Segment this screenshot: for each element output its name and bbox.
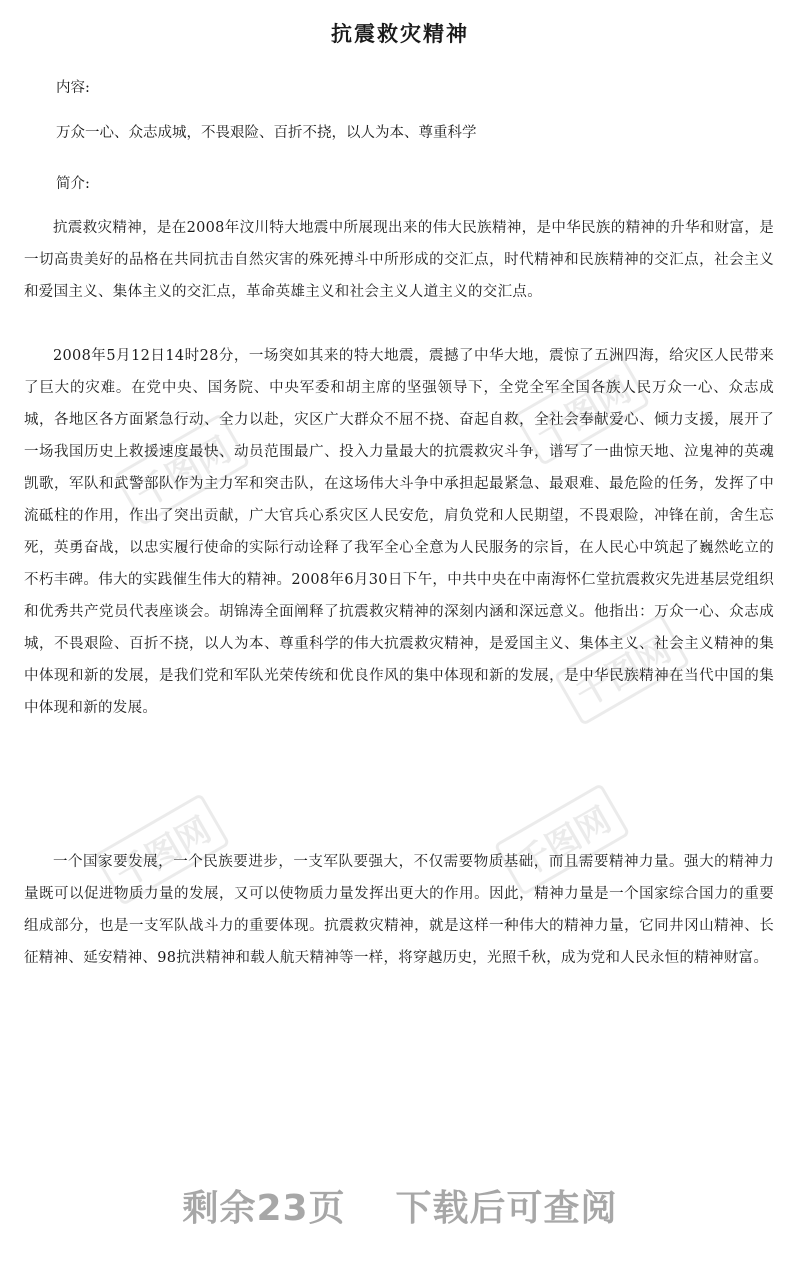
content-text: 万众一心、众志成城，不畏艰险、百折不挠，以人为本、尊重科学 (56, 125, 477, 141)
intro-label: 简介: (56, 176, 90, 192)
download-prompt[interactable] (0, 1180, 800, 1231)
paragraph-1: 抗震救灾精神，是在2008年汶川特大地震中所展现出来的伟大民族精神，是中华民族的精神的升华和财富，是一切高贵美好的品格在共同抗击自然灾害的殊死搏斗中所形成的交汇点，时代精神和民族精神的交汇点，社会主义和爱国主义、集体主义的交汇点，革命英雄主义和社会主义人道主义的交汇点。 (24, 220, 774, 300)
download-to-view-text: 下载后可查阅 (395, 1188, 618, 1229)
remaining-pages-text: 剩余23页 (182, 1188, 346, 1229)
paragraph-2: 2008年5月12日14时28分，一场突如其来的特大地震，震撼了中华大地，震惊了五洲四海，给灾区人民带来了巨大的灾难。在党中央、国务院、中央军委和胡主席的坚强领导下，全党全军全国各族人民万众一心、众志成城，各地区各方面紧急行动、全力以赴，灾区广大群众不屈不挠、奋起自救，全社会奉献爱心、倾力支援，展开了一场我国历史上救援速度最快、动员范围最广、投入力量最大的抗震救灾斗争，谱写了一曲惊天地、泣鬼神的英魂凯歌，军队和武警部队作为主力军和突击队，在这场伟大斗争中承担起最紧急、最艰难、最危险的任务，发挥了中流砥柱的作用，作出了突出贡献，广大官兵心系灾区人民安危，肩负党和人民期望，不畏艰险，冲锋在前，舍生忘死，英勇奋战，以忠实履行使命的实际行动诠释了我军全心全意为人民服务的宗旨，在人民心中筑起了巍然屹立的不朽丰碑。伟大的实践催生伟大的精神。2008年6月30日下午，中共中央在中南海怀仁堂抗震救灾先进基层党组织和优秀共产党员代表座谈会。胡锦涛全面阐释了抗震救灾精神的深刻内涵和深远意义。他指出：万众一心、众志成城，不畏艰险、百折不挠，以人为本、尊重科学的伟大抗震救灾精神，是爱国主义、集体主义、社会主义精神的集中体现和新的发展，是我们党和军队光荣传统和优良作风的集中体现和新的发展，是中华民族精神在当代中国的集中体现和新的发展。 (24, 348, 774, 716)
paragraph-3: 一个国家要发展，一个民族要进步，一支军队要强大，不仅需要物质基础，而且需要精神力量。强大的精神力量既可以促进物质力量的发展，又可以使物质力量发挥出更大的作用。因此，精神力量是一个国家综合国力的重要组成部分，也是一支军队战斗力的重要体现。抗震救灾精神，就是这样一种伟大的精神力量，它同井冈山精神、长征精神、延安精神、98抗洪精神和载人航天精神等一样，将穿越历史，光照千秋，成为党和人民永恒的精神财富。 (24, 854, 774, 966)
watermark: 千图网 (114, 413, 251, 526)
content-label: 内容: (56, 80, 90, 96)
watermark: 千图网 (494, 783, 631, 896)
document-title: 抗震救灾精神 (331, 21, 469, 46)
watermark: 千图网 (554, 613, 691, 726)
watermark: 千图网 (514, 353, 651, 466)
watermark: 千图网 (94, 793, 231, 906)
